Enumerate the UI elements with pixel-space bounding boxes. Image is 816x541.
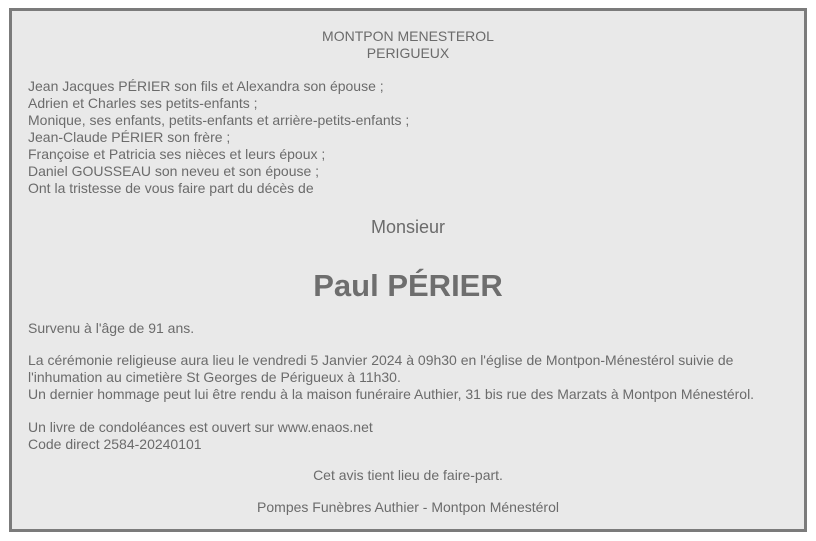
family-list — [28, 78, 409, 197]
obituary-notice — [9, 8, 807, 532]
location-header — [12, 28, 804, 62]
condolences-info — [28, 419, 373, 453]
ceremony-line-2: l'inhumation au cimetière St Georges de Périgueux à 11h30. — [28, 369, 401, 385]
location-line-1: MONTPON MENESTEROL — [322, 28, 494, 44]
condolences-line: Un livre de condoléances est ouvert sur www.enaos.net — [28, 419, 373, 435]
family-line: Adrien et Charles ses petits-enfants ; — [28, 95, 258, 111]
deceased-name: Paul PÉRIER — [313, 268, 503, 303]
family-line: Ont la tristesse de vous faire part du décès de — [28, 180, 314, 196]
family-line: Daniel GOUSSEAU son neveu et son épouse ; — [28, 163, 320, 179]
ceremony-line-1: La cérémonie religieuse aura lieu le vendredi 5 Janvier 2024 à 09h30 en l'église de Montpon-Ménestérol suivie de — [28, 352, 734, 368]
location-line-2: PERIGUEUX — [366, 45, 450, 61]
direct-code: Code direct 2584-20240101 — [28, 436, 202, 452]
family-line: Françoise et Patricia ses nièces et leurs époux ; — [28, 146, 326, 162]
ceremony-details — [28, 352, 798, 403]
funeral-home: Pompes Funèbres Authier - Montpon Ménestérol — [257, 499, 559, 515]
family-line: Jean-Claude PÉRIER son frère ; — [28, 129, 231, 145]
deceased-civility: Monsieur — [370, 217, 446, 237]
family-line: Monique, ses enfants, petits-enfants et arrière-petits-enfants ; — [28, 112, 410, 128]
notice-statement: Cet avis tient lieu de faire-part. — [313, 467, 503, 483]
family-line: Jean Jacques PÉRIER son fils et Alexandra son épouse ; — [28, 78, 384, 94]
age-statement: Survenu à l'âge de 91 ans. — [28, 320, 195, 336]
ceremony-line-3: Un dernier hommage peut lui être rendu à la maison funéraire Authier, 31 bis rue des Marzats à Montpon Ménestérol. — [28, 386, 755, 402]
